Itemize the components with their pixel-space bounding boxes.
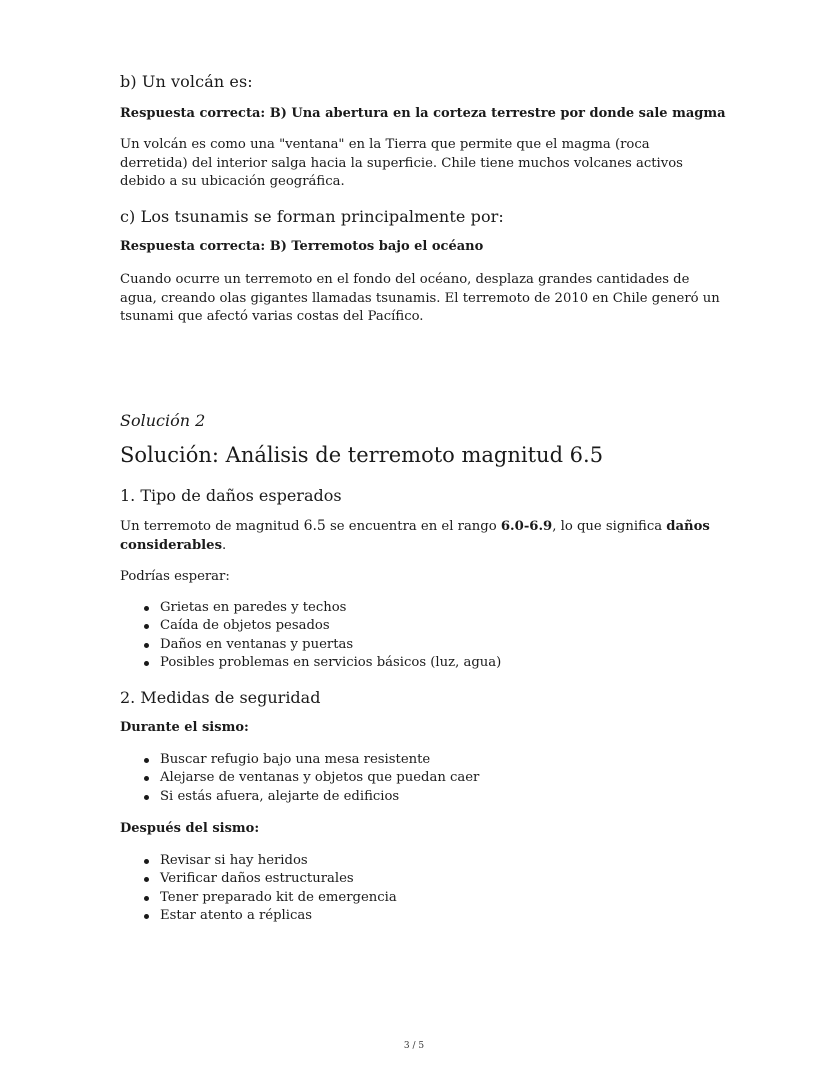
intro-text-d: .: [222, 537, 227, 553]
list-item: Daños en ventanas y puertas: [120, 636, 501, 654]
magnitude-value: 6.5: [303, 518, 326, 534]
question-c-heading: c) Los tsunamis se forman principalmente por:: [120, 207, 504, 226]
during-label: Durante el sismo:: [120, 720, 249, 735]
question-b-explanation: Un volcán es como una "ventana" en la Tierra que permite que el magma (roca derretida) del interior salga hacia la superficie. Chile tiene muchos volcanes activos debido a su ubicación geográfica.: [120, 137, 683, 189]
intro-text-c: , lo que significa: [552, 519, 667, 534]
list-item: Estar atento a réplicas: [120, 907, 397, 925]
list-item: Revisar si hay heridos: [120, 852, 397, 870]
magnitude-range: 6.0-6.9: [500, 519, 553, 534]
expected-damage-list: [120, 599, 501, 672]
list-item: Caída de objetos pesados: [120, 617, 501, 635]
list-item: Alejarse de ventanas y objetos que puedan caer: [120, 769, 479, 787]
solution-title: Solución: Análisis de terremoto magnitud 6.5: [120, 443, 604, 467]
expect-label: Podrías esperar:: [120, 569, 230, 584]
list-item: Verificar daños estructurales: [120, 870, 397, 888]
during-list: [120, 751, 479, 806]
list-item: Si estás afuera, alejarte de edificios: [120, 788, 479, 806]
after-label: Después del sismo:: [120, 821, 260, 836]
section-1-intro: [120, 517, 720, 555]
question-b-heading: b) Un volcán es:: [120, 72, 253, 91]
question-c-explanation: Cuando ocurre un terremoto en el fondo del océano, desplaza grandes cantidades de agua, creando olas gigantes llamadas tsunamis. El terremoto de 2010 en Chile generó un tsunami que afectó varias costas del Pacífico.: [120, 272, 720, 324]
list-item: Tener preparado kit de emergencia: [120, 889, 397, 907]
question-b-answer: Respuesta correcta: B) Una abertura en la corteza terrestre por donde sale magma: [120, 106, 726, 121]
damage-level: daños considerables: [120, 519, 710, 553]
after-list: [120, 852, 397, 925]
section-2-heading: 2. Medidas de seguridad: [120, 688, 321, 707]
intro-text-b: se encuentra en el rango: [325, 519, 501, 534]
list-item: Posibles problemas en servicios básicos (luz, agua): [120, 654, 501, 672]
intro-text-a: Un terremoto de magnitud: [120, 519, 304, 534]
section-1-heading: 1. Tipo de daños esperados: [120, 486, 342, 505]
page-number: 3 / 5: [403, 1041, 425, 1051]
list-item: Grietas en paredes y techos: [120, 599, 501, 617]
question-c-answer: Respuesta correcta: B) Terremotos bajo el océano: [120, 239, 484, 254]
list-item: Buscar refugio bajo una mesa resistente: [120, 751, 479, 769]
solution-label: Solución 2: [120, 411, 206, 430]
